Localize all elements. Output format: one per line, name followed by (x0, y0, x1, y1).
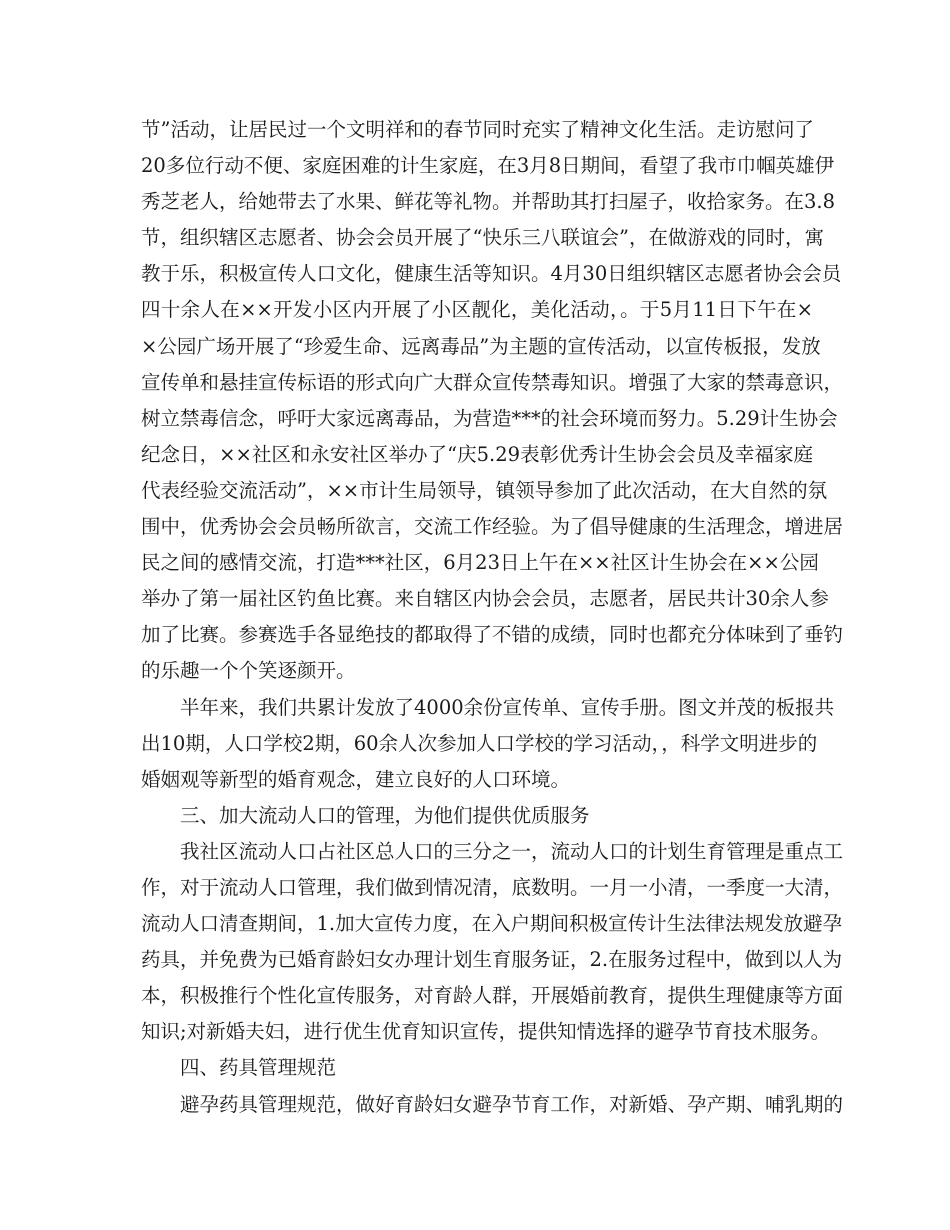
text-line: 四十余人在××开发小区内开展了小区靓化，美化活动，。于5月11日下午在× (141, 298, 813, 322)
text-line: 教于乐，积极宣传人口文化，健康生活等知识。4月30日组织辖区志愿者协会会员 (141, 262, 842, 286)
paragraph-first-line: 避孕药具管理规范，做好育龄妇女避孕节育工作，对新婚、孕产期、哺乳期的 (180, 1092, 844, 1116)
text-line: 节”活动，让居民过一个文明祥和的春节同时充实了精神文化生活。走访慰问了 (141, 118, 814, 141)
text-line: 20多位行动不便、家庭困难的计生家庭，在3月8日期间，看望了我市巾帼英雄伊 (141, 154, 835, 178)
text-line: ×公园广场开展了“珍爱生命、远离毒品”为主题的宣传活动，以宣传板报，发放 (141, 334, 821, 358)
text-line: 节，组织辖区志愿者、协会会员开展了“快乐三八联谊会”，在做游戏的同时，寓 (141, 226, 824, 250)
text-line: 知识;对新婚夫妇，进行优生优育知识宣传，提供知情选择的避孕节育技术服务。 (141, 1020, 831, 1044)
text-line: 的乐趣一个个笑逐颜开。 (141, 659, 356, 683)
text-line: 宣传单和悬挂宣传标语的形式向广大群众宣传禁毒知识。增强了大家的禁毒意识， (141, 370, 844, 394)
text-line: 出10期，人口学校2期，60余人次参加人口学校的学习活动，，科学文明进步的 (141, 731, 818, 755)
text-line: 民之间的感情交流，打造***社区，6月23日上午在××社区计生协会在××公园 (141, 551, 819, 575)
section-heading: 三、加大流动人口的管理，为他们提供优质服务 (180, 803, 590, 827)
text-line: 树立禁毒信念，呼吁大家远离毒品，为营造***的社会环境而努力。5.29计生协会 (141, 406, 838, 430)
paragraph-first-line: 半年来，我们共累计发放了4000余份宣传单、宣传手册。图文并茂的板报共 (180, 695, 835, 719)
text-line: 药具，并免费为已婚育龄妇女办理计划生育服务证，2.在服务过程中，做到以人为 (141, 948, 843, 972)
text-line: 秀芝老人，给她带去了水果、鲜花等礼物。并帮助其打扫屋子，收拾家务。在3.8 (141, 190, 836, 214)
text-line: 作，对于流动人口管理，我们做到情况清，底数明。一月一小清，一季度一大清， (141, 875, 844, 899)
text-line: 流动人口清查期间，1.加大宣传力度，在入户期间积极宣传计生法律法规发放避孕 (141, 912, 843, 936)
text-line: 加了比赛。参赛选手各显绝技的都取得了不错的成绩，同时也都充分体味到了垂钓 (141, 623, 844, 647)
paragraph-first-line: 我社区流动人口占社区总人口的三分之一，流动人口的计划生育管理是重点工 (180, 839, 844, 863)
section-heading: 四、药具管理规范 (180, 1056, 337, 1080)
document-body (141, 112, 844, 1123)
text-line: 纪念日，××社区和永安社区举办了“庆5.29表彰优秀计生协会会员及幸福家庭 (141, 442, 813, 466)
text-line: 本，积极推行个性化宣传服务，对育龄人群，开展婚前教育，提供生理健康等方面 (141, 984, 844, 1008)
text-line: 代表经验交流活动”，××市计生局领导，镇领导参加了此次活动，在大自然的氛 (141, 478, 828, 502)
text-line: 围中，优秀协会会员畅所欲言，交流工作经验。为了倡导健康的生活理念，增进居 (141, 515, 844, 539)
text-line: 举办了第一届社区钓鱼比赛。来自辖区内协会会员，志愿者，居民共计30余人参 (141, 587, 829, 611)
text-line: 婚姻观等新型的婚育观念，建立良好的人口环境。 (141, 767, 571, 791)
